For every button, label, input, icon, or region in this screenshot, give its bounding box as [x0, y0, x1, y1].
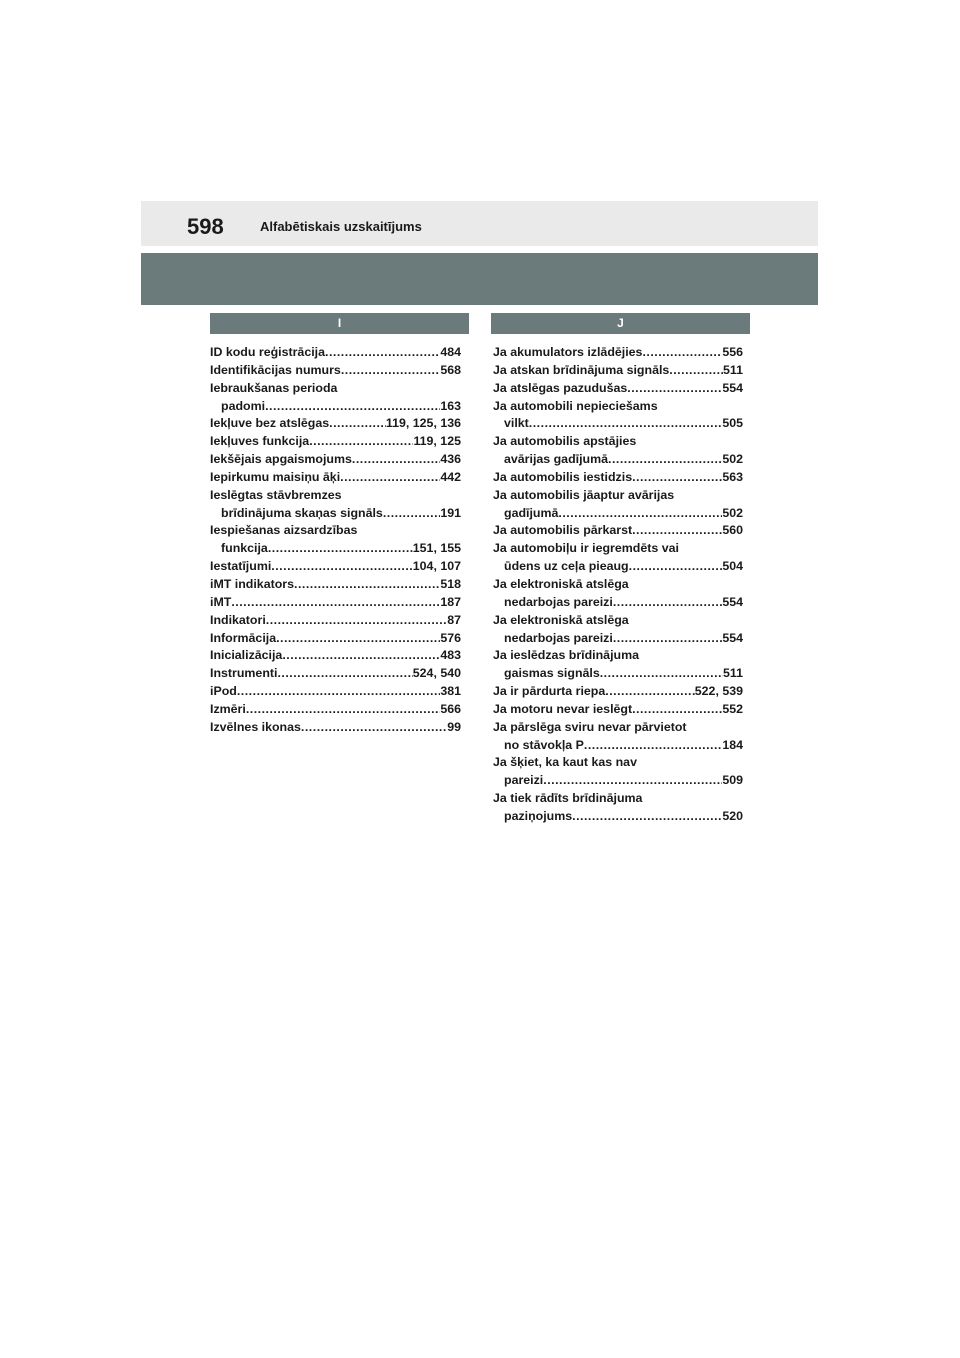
index-entry — [493, 522, 743, 540]
index-entry-page: 163 — [440, 398, 461, 413]
header-strip — [141, 201, 818, 246]
index-entry-page: 436 — [440, 452, 461, 467]
index-entry — [493, 630, 743, 648]
index-entry-label: Ja elektroniskā atslēga — [493, 576, 629, 591]
dot-leader — [529, 415, 723, 433]
index-entry-label: Ja automobilis apstājies — [493, 434, 637, 449]
index-entry-label: Indikatori — [210, 612, 266, 627]
index-entry-label: Ja šķiet, ka kaut kas nav — [493, 755, 637, 770]
dot-leader — [231, 594, 440, 612]
index-entry — [493, 415, 743, 433]
index-entry — [493, 469, 743, 487]
index-entry-page: 381 — [440, 684, 461, 699]
index-entry — [493, 576, 743, 594]
index-entry — [210, 505, 461, 523]
index-entry — [493, 719, 743, 737]
index-entry — [210, 558, 461, 576]
index-entry — [493, 808, 743, 826]
index-entry-label: Instrumenti — [210, 666, 278, 681]
index-entry-label: ūdens uz ceļa pieaug — [504, 559, 629, 574]
index-entry — [210, 594, 461, 612]
dot-leader — [613, 594, 723, 612]
index-entry-label: nedarbojas pareizi — [504, 630, 613, 645]
index-entry-page: 119, 125, 136 — [385, 416, 461, 431]
index-entry-label: Ja ir pārdurta riepa — [493, 684, 606, 699]
dot-leader — [268, 540, 413, 558]
index-entry-label: Informācija — [210, 630, 277, 645]
index-entry-label: Ieslēgtas stāvbremzes — [210, 487, 342, 502]
index-entry-label: iMT indikators — [210, 576, 294, 591]
index-column-j — [493, 344, 743, 826]
index-entry-page: 554 — [722, 380, 743, 395]
index-entry-label: funkcija — [221, 541, 268, 556]
index-entry-page: 502 — [722, 505, 743, 520]
index-entry-label: Identifikācijas numurs — [210, 362, 341, 377]
index-entry-label: Iestatījumi — [210, 559, 272, 574]
letter-heading-i: I — [210, 313, 469, 334]
index-entry-label: gaismas signāls — [504, 666, 600, 681]
index-entry-label: ID kodu reģistrācija — [210, 345, 325, 359]
index-entry-page: 566 — [440, 701, 461, 716]
index-entry-label: Ja elektroniskā atslēga — [493, 612, 629, 627]
index-entry-page: 483 — [440, 648, 461, 663]
index-entry-label: Ja akumulators izlādējies — [493, 345, 643, 359]
index-entry — [210, 433, 461, 451]
dot-leader — [271, 558, 412, 576]
index-entry-page: 187 — [440, 594, 461, 609]
index-entry — [210, 719, 461, 737]
dot-leader — [608, 451, 722, 469]
dot-leader — [237, 683, 440, 701]
index-entry-label: iMT — [210, 594, 232, 609]
dot-leader — [276, 630, 440, 648]
dot-leader — [246, 701, 441, 719]
index-entry-label: Iebraukšanas perioda — [210, 380, 338, 395]
index-entry-page: 524, 540 — [412, 666, 461, 681]
index-entry — [210, 647, 461, 665]
index-entry-label: Ja automobilis pārkarst — [493, 523, 633, 538]
index-entry — [210, 701, 461, 719]
index-entry-page: 99 — [447, 719, 461, 734]
page-number: 598 — [187, 214, 224, 239]
index-entry-label: Ja automobili nepieciešams — [493, 398, 658, 413]
index-entry-label: gadījumā — [504, 505, 559, 520]
dot-leader — [642, 344, 722, 362]
index-entry — [493, 754, 743, 772]
header-band — [141, 253, 818, 305]
index-entry-page: 504 — [722, 559, 743, 574]
dot-leader — [383, 505, 440, 523]
index-entry — [210, 630, 461, 648]
dot-leader — [613, 630, 723, 648]
index-entry-label: iPod — [210, 684, 237, 699]
index-entry — [493, 790, 743, 808]
index-column-i — [210, 344, 461, 737]
index-entry-label: Ja atslēgas pazudušas — [493, 380, 628, 395]
index-entry-page: 560 — [722, 523, 743, 538]
index-entry-page: 442 — [440, 469, 461, 484]
index-entry-label: Inicializācija — [210, 648, 283, 663]
dot-leader — [282, 647, 440, 665]
index-entry-page: 556 — [722, 345, 743, 359]
index-entry — [493, 701, 743, 719]
dot-leader — [325, 344, 440, 362]
index-entry-label: Iekļuve bez atslēgas — [210, 416, 330, 431]
dot-leader — [632, 469, 722, 487]
index-entry — [493, 772, 743, 790]
index-entry-page: 104, 107 — [412, 559, 461, 574]
index-entry — [210, 380, 461, 398]
letter-heading-j: J — [491, 313, 750, 334]
index-entry-label: no stāvokļa P — [504, 737, 584, 752]
dot-leader — [558, 505, 722, 523]
index-entry-page: 87 — [447, 612, 461, 627]
index-entry-page: 511 — [723, 666, 743, 681]
index-entry-label: Ja ieslēdzas brīdinājuma — [493, 648, 639, 663]
index-entry-label: Iekļuves funkcija — [210, 434, 310, 449]
index-entry-label: vilkt — [504, 416, 529, 431]
index-entry — [210, 487, 461, 505]
index-entry-page: 554 — [722, 594, 743, 609]
index-entry — [210, 362, 461, 380]
index-entry-page: 563 — [722, 469, 743, 484]
index-entry-page: 502 — [722, 452, 743, 467]
index-entry — [493, 380, 743, 398]
index-entry — [493, 344, 743, 362]
index-entry-page: 552 — [722, 701, 743, 716]
index-entry-label: paziņojums — [504, 808, 573, 823]
index-entry — [493, 433, 743, 451]
index-entry-label: avārijas gadījumā — [504, 452, 608, 467]
index-entry-page: 505 — [722, 416, 743, 431]
index-entry-page: 522, 539 — [694, 684, 743, 699]
index-entry-page: 554 — [722, 630, 743, 645]
index-entry-label: Ja automobilis jāaptur avārijas — [493, 487, 675, 502]
index-entry-label: Izvēlnes ikonas — [210, 719, 301, 734]
index-entry-page: 518 — [440, 576, 461, 591]
index-entry-page: 568 — [440, 362, 461, 377]
index-entry-label: pareizi — [504, 773, 544, 788]
index-entry-label: Ja automobilis iestidzis — [493, 469, 633, 484]
dot-leader — [572, 808, 722, 826]
index-entry — [493, 487, 743, 505]
index-entry-page: 151, 155 — [412, 541, 461, 556]
index-entry — [493, 737, 743, 755]
index-entry-label: padomi — [221, 398, 266, 413]
index-entry-page: 520 — [722, 808, 743, 823]
index-entry — [210, 576, 461, 594]
dot-leader — [277, 665, 412, 683]
dot-leader — [629, 558, 723, 576]
index-entry — [493, 451, 743, 469]
index-entry-page: 484 — [440, 345, 461, 359]
dot-leader — [632, 522, 722, 540]
dot-leader — [352, 451, 440, 469]
index-entry — [210, 665, 461, 683]
index-entry — [493, 665, 743, 683]
index-entry — [210, 451, 461, 469]
dot-leader — [341, 362, 440, 380]
dot-leader — [632, 701, 722, 719]
index-entry — [493, 505, 743, 523]
index-entry — [210, 683, 461, 701]
index-entry — [210, 398, 461, 416]
dot-leader — [340, 469, 440, 487]
index-entry-page: 184 — [722, 737, 743, 752]
index-entry — [210, 522, 461, 540]
index-entry-label: Ja atskan brīdinājuma signāls — [493, 362, 670, 377]
index-entry-label: Iespiešanas aizsardzības — [210, 523, 358, 538]
dot-leader — [329, 415, 386, 433]
index-entry-label: Izmēri — [210, 701, 246, 716]
index-entry — [493, 594, 743, 612]
index-entry-label: Ja pārslēga sviru nevar pārvietot — [493, 719, 687, 734]
index-entry-page: 191 — [440, 505, 461, 520]
index-entry-label: Ja tiek rādīts brīdinājuma — [493, 791, 643, 806]
index-entry — [210, 344, 461, 362]
index-entry-page: 119, 125 — [413, 434, 461, 449]
dot-leader — [605, 683, 695, 701]
dot-leader — [265, 398, 440, 416]
index-entry — [493, 612, 743, 630]
dot-leader — [301, 719, 447, 737]
index-entry-page: 576 — [440, 630, 461, 645]
index-entry — [493, 683, 743, 701]
index-entry-page: 509 — [722, 773, 743, 788]
index-entry-label: Iepirkumu maisiņu āķi — [210, 469, 341, 484]
dot-leader — [294, 576, 440, 594]
dot-leader — [543, 772, 722, 790]
index-entry-page: 511 — [723, 362, 743, 377]
index-entry-label: brīdinājuma skaņas signāls — [221, 505, 383, 520]
index-entry — [493, 558, 743, 576]
dot-leader — [627, 380, 722, 398]
index-entry — [493, 362, 743, 380]
index-entry-label: Iekšējais apgaismojums — [210, 452, 352, 467]
dot-leader — [669, 362, 723, 380]
section-title: Alfabētiskais uzskaitījums — [260, 219, 422, 234]
dot-leader — [584, 737, 722, 755]
index-entry-label: Ja automobiļu ir iegremdēts vai — [493, 541, 679, 556]
index-entry — [493, 540, 743, 558]
dot-leader — [600, 665, 723, 683]
index-entry — [210, 415, 461, 433]
dot-leader — [309, 433, 413, 451]
index-entry — [210, 612, 461, 630]
index-entry — [493, 398, 743, 416]
index-entry — [210, 540, 461, 558]
dot-leader — [266, 612, 447, 630]
index-entry — [210, 469, 461, 487]
index-entry-label: nedarbojas pareizi — [504, 594, 613, 609]
index-entry — [493, 647, 743, 665]
index-entry-label: Ja motoru nevar ieslēgt — [493, 701, 633, 716]
